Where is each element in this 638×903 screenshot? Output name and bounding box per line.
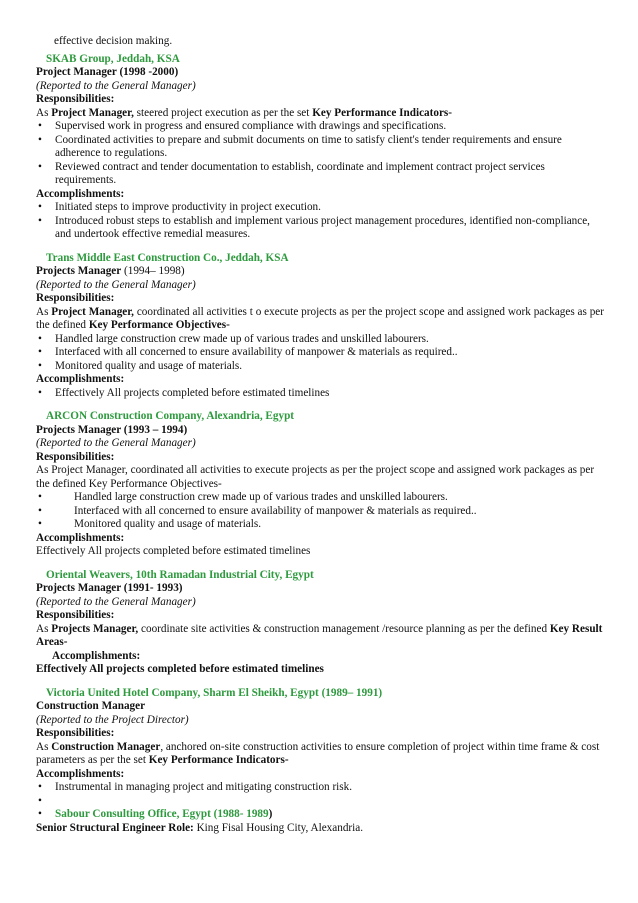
responsibilities-heading: Responsibilities: xyxy=(36,93,115,105)
list-item: • Effectively All projects completed before estimated timelines xyxy=(38,386,330,399)
list-item: • Instrumental in managing project and mitigating construction risk. xyxy=(38,781,353,793)
job-title: Project Manager (1998 -2000) xyxy=(36,66,179,78)
list-item: • Handled large construction crew made up of various trades and unskilled labourers. xyxy=(38,491,448,503)
list-item: • Initiated steps to improve productivity in project execution. xyxy=(38,201,321,213)
accomplishments-text: Effectively All projects completed before estimated timelines xyxy=(36,663,324,675)
accomplishments-heading: Accomplishments: xyxy=(36,767,125,780)
company-heading-victoria-united: Victoria United Hotel Company, Sharm El Sheikh, Egypt (1989– 1991) xyxy=(46,686,383,699)
resume-page xyxy=(36,35,604,835)
list-item: • Supervised work in progress and ensured compliance with drawings and specifications. xyxy=(38,120,447,132)
responsibilities-list xyxy=(36,120,604,188)
reporting-line: (Reported to the General Manager) xyxy=(36,278,196,291)
job-title: Senior Structural Engineer Role: King Fisal Housing City, Alexandria. xyxy=(36,821,364,834)
accomplishments-text: Effectively All projects completed before estimated timelines xyxy=(36,545,311,557)
company-heading-skab: SKAB Group, Jeddah, KSA xyxy=(46,52,180,65)
company-heading-oriental-weavers: Oriental Weavers, 10th Ramadan Industrial City, Egypt xyxy=(46,568,314,581)
job-title: Construction Manager xyxy=(36,700,146,712)
responsibilities-heading: Responsibilities: xyxy=(36,727,115,739)
list-item: • Introduced robust steps to establish and implement various project management procedures, identified non-compliance, and undertook effective remedial measures. xyxy=(38,214,590,240)
job-title: Projects Manager (1994– 1998) xyxy=(36,265,185,277)
company-heading-sabour: Sabour Consulting Office, Egypt (1988- 1989 xyxy=(55,808,269,820)
accomplishments-heading: Accomplishments: xyxy=(36,531,125,544)
list-item: • Monitored quality and usage of materials. xyxy=(38,359,243,372)
list-item: • Coordinated activities to prepare and submit documents on time to satisfy client's tender requirements and ensure adherence to regulations. xyxy=(38,133,562,159)
reporting-line: (Reported to the General Manager) xyxy=(36,79,196,92)
accomplishments-list xyxy=(36,781,604,822)
responsibilities-summary: As Project Manager, steered project execution as per the set Key Performance Indicators- xyxy=(36,106,452,119)
company-heading-trans-middle-east: Trans Middle East Construction Co., Jeddah, KSA xyxy=(46,251,289,264)
responsibilities-list xyxy=(36,491,604,532)
accomplishments-heading: Accomplishments: xyxy=(52,649,141,662)
responsibilities-list xyxy=(36,333,604,374)
responsibilities-summary: As Project Manager, coordinated all activities to execute projects as per the project scope and assigned work packages as per the defined Key Performance Objectives- xyxy=(36,464,595,490)
accomplishments-heading: Accomplishments: xyxy=(36,373,125,385)
responsibilities-summary: As Projects Manager, coordinate site activities & construction management /resource planning as per the defined Key Result Areas- xyxy=(36,622,603,648)
responsibilities-heading: Responsibilities: xyxy=(36,609,115,621)
reporting-line: (Reported to the General Manager) xyxy=(36,595,196,608)
list-item-empty: • xyxy=(38,794,42,807)
accomplishments-list xyxy=(36,387,604,401)
responsibilities-summary: As Project Manager, coordinated all activities t o execute projects as per the project scope and assigned work packages as per the defined Key Performance Objectives- xyxy=(36,305,604,331)
accomplishments-heading: Accomplishments: xyxy=(36,187,125,200)
company-heading-arcon: ARCON Construction Company, Alexandria, Egypt xyxy=(46,410,295,422)
list-item: • Handled large construction crew made up of various trades and unskilled labourers. xyxy=(38,332,429,345)
accomplishments-list xyxy=(36,201,604,242)
list-item: • Sabour Consulting Office, Egypt (1988- 1989) xyxy=(38,808,273,820)
list-item: • Interfaced with all concerned to ensure availability of manpower & materials as required.. xyxy=(38,346,458,358)
list-item: • Reviewed contract and tender documentation to establish, coordinate and implement contract project services requirements. xyxy=(38,160,545,186)
intro-tail-text: effective decision making. xyxy=(54,35,173,47)
reporting-line: (Reported to the Project Director) xyxy=(36,713,189,726)
job-title: Projects Manager (1991- 1993) xyxy=(36,582,183,594)
job-title: Projects Manager (1993 – 1994) xyxy=(36,423,188,436)
list-item: • Interfaced with all concerned to ensure availability of manpower & materials as required.. xyxy=(38,504,477,517)
responsibilities-summary: As Construction Manager, anchored on-site construction activities to ensure completion of project within time frame & cost parameters as per the set Key Performance Indicators- xyxy=(36,740,600,766)
list-item: • Monitored quality and usage of materials. xyxy=(38,518,262,530)
responsibilities-heading: Responsibilities: xyxy=(36,450,115,463)
reporting-line: (Reported to the General Manager) xyxy=(36,437,196,449)
responsibilities-heading: Responsibilities: xyxy=(36,292,115,304)
